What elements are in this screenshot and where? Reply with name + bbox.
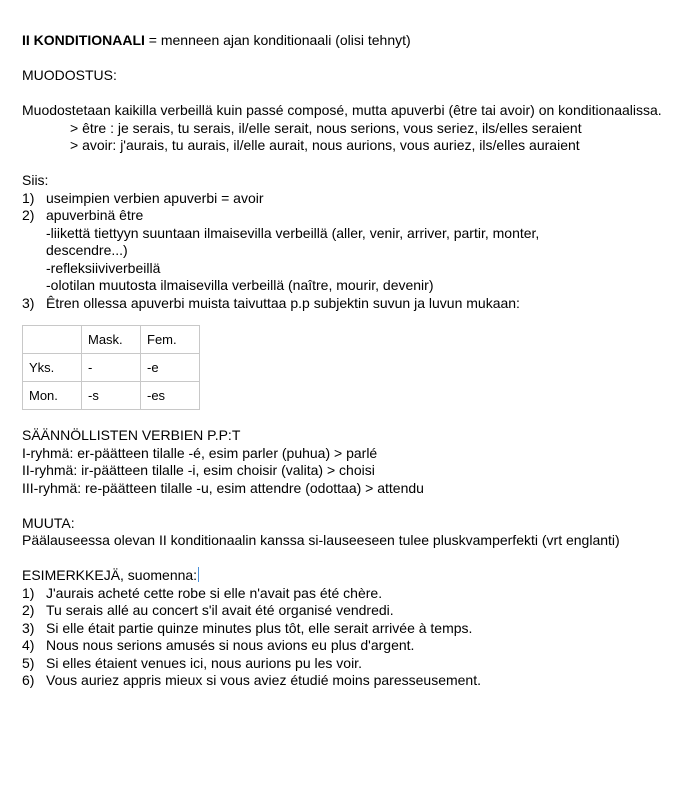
saannolliset-heading: SÄÄNNÖLLISTEN VERBIEN P.P:T	[22, 427, 241, 443]
list-item	[22, 190, 662, 208]
sub-item-state-change: -olotilan muutosta ilmaisevilla verbeillä (naître, mourir, devenir)	[46, 277, 434, 293]
rule-line: III-ryhmä: re-päätteen tilalle -u, esim attendre (odottaa) > attendu	[22, 479, 424, 496]
list-text: apuverbinä être	[46, 207, 144, 223]
etre-conjugation: > être : je serais, tu serais, il/elle serait, nous serions, vous seriez, ils/elles seraient	[70, 119, 582, 136]
muuta-heading: MUUTA:	[22, 514, 75, 531]
table-header-cell: Mask.	[82, 326, 141, 354]
example-text: J'aurais acheté cette robe si elle n'avait pas été chère.	[46, 584, 383, 601]
table-cell: Mon.	[23, 382, 82, 410]
example-item	[22, 602, 662, 620]
list-number: 1)	[22, 189, 35, 206]
siis-heading: Siis:	[22, 172, 49, 188]
sub-item-reflexive: -refleksiiviverbeillä	[46, 259, 161, 276]
document-title	[22, 32, 662, 50]
example-text: Si elle était partie quinze minutes plus tôt, elle serait arrivée à temps.	[46, 619, 473, 636]
title-bold: II KONDITIONAALI	[22, 32, 145, 48]
list-text: useimpien verbien apuverbi = avoir	[46, 189, 264, 206]
list-number: 5)	[22, 654, 35, 671]
table-row	[23, 354, 200, 382]
muodostus-intro: Muodostetaan kaikilla verbeillä kuin passé composé, mutta apuverbi (être tai avoir) on konditionaalissa.	[22, 102, 662, 118]
list-number: 3)	[22, 294, 35, 311]
list-item	[22, 295, 662, 313]
example-text: Vous auriez appris mieux si vous aviez étudié moins paresseusement.	[46, 672, 481, 688]
list-number: 2)	[22, 602, 35, 618]
title-rest: = menneen ajan konditionaali (olisi tehnyt)	[144, 32, 411, 48]
list-number: 3)	[22, 619, 35, 636]
sub-item-motion-cont: descendre...)	[46, 242, 128, 258]
spacer	[22, 85, 662, 103]
example-item	[22, 655, 662, 673]
esimerkkeja-heading-row	[22, 567, 662, 585]
example-item	[22, 637, 662, 655]
spacer	[22, 497, 662, 515]
sub-item-motion: -liikettä tiettyyn suuntaan ilmaisevilla verbeillä (aller, venir, arriver, partir, monter,	[46, 224, 540, 241]
esimerkkeja-heading: ESIMERKKEJÄ, suomenna:	[22, 567, 198, 583]
rule-line: II-ryhmä: ir-päätteen tilalle -i, esim choisir (valita) > choisi	[22, 462, 375, 478]
avoir-conjugation: > avoir: j'aurais, tu aurais, il/elle aurait, nous aurions, vous auriez, ils/elles auraient	[70, 137, 580, 153]
table-cell: Yks.	[23, 354, 82, 382]
table-cell: -es	[141, 382, 200, 410]
spacer	[22, 550, 662, 568]
list-number: 1)	[22, 584, 35, 601]
muuta-text: Päälauseessa olevan II konditionaalin kanssa si-lauseeseen tulee pluskvamperfekti (vrt englanti)	[22, 532, 620, 548]
text-cursor	[198, 567, 199, 582]
table-header-cell: Fem.	[141, 326, 200, 354]
table-header-row	[23, 326, 200, 354]
spacer	[22, 50, 662, 68]
spacer	[22, 155, 662, 173]
example-text: Tu serais allé au concert s'il avait été organisé vendredi.	[46, 602, 394, 618]
rule-line: I-ryhmä: er-päätteen tilalle -é, esim parler (puhua) > parlé	[22, 444, 378, 461]
agreement-table	[22, 325, 200, 410]
table-cell: -	[82, 354, 141, 382]
table-cell: -s	[82, 382, 141, 410]
muodostus-heading: MUODOSTUS:	[22, 67, 117, 83]
list-number: 2)	[22, 207, 35, 223]
list-number: 4)	[22, 637, 35, 653]
list-item	[22, 207, 662, 225]
document-body[interactable]	[22, 32, 662, 690]
example-item	[22, 620, 662, 638]
example-item	[22, 672, 662, 690]
table-cell: -e	[141, 354, 200, 382]
example-text: Si elles étaient venues ici, nous aurions pu les voir.	[46, 654, 362, 671]
list-number: 6)	[22, 672, 35, 688]
table-row	[23, 382, 200, 410]
example-text: Nous nous serions amusés si nous avions eu plus d'argent.	[46, 637, 415, 653]
example-item	[22, 585, 662, 603]
list-text: Êtren ollessa apuverbi muista taivuttaa p.p subjektin suvun ja luvun mukaan:	[46, 294, 520, 311]
table-header-cell	[23, 326, 82, 354]
